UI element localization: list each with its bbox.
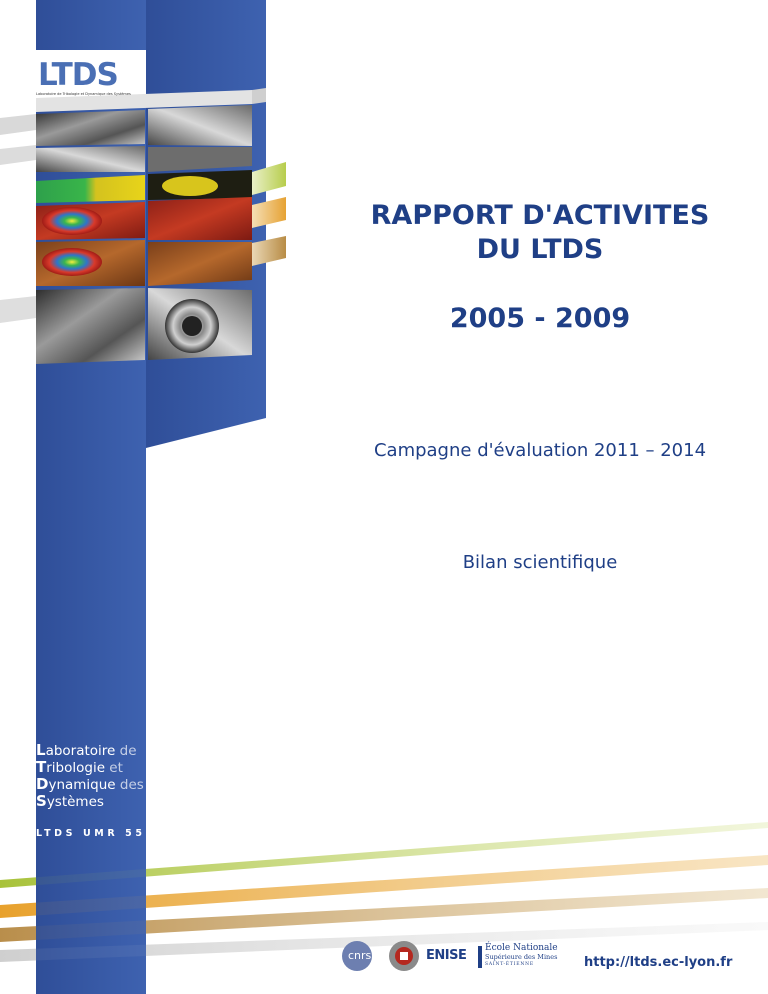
lab-name-line1: Laboratoire de: [36, 741, 137, 759]
ltds-logo-subtitle: Laboratoire de Tribologie et Dynamique des Systèmes: [36, 92, 131, 96]
report-subtitle: Bilan scientifique: [462, 552, 618, 573]
website-link[interactable]: http://ltds.ec-lyon.fr: [584, 955, 733, 970]
report-years: 2005 - 2009: [449, 303, 631, 334]
campaign-text: Campagne d'évaluation 2011 – 2014: [373, 440, 707, 461]
mines-logo-icon: [478, 946, 482, 968]
report-title-line1: RAPPORT D'ACTIVITES: [370, 200, 710, 231]
report-title-line2: DU LTDS: [476, 234, 604, 265]
ltds-logo: LTDS: [38, 57, 118, 93]
lab-name-line2: Tribologie et: [36, 758, 123, 776]
micrograph-strip: [36, 90, 252, 364]
enise-logo: ENISE: [426, 948, 467, 963]
lab-name-line3: Dynamique des: [36, 775, 144, 793]
stripe-grey-top: [252, 88, 266, 104]
cnrs-logo: cnrs: [348, 949, 372, 962]
mines-logo-line2: Supérieure des Mines: [485, 953, 558, 961]
umr-label: LTDS UMR 5513: [36, 828, 167, 839]
lab-name-line4: Systèmes: [36, 792, 104, 810]
blue-band-bottom: [36, 840, 146, 994]
mines-logo-line3: SAINT-ÉTIENNE: [485, 962, 534, 967]
grey-accent-stripes: [0, 114, 36, 323]
mines-logo-line1: École Nationale: [485, 943, 558, 953]
